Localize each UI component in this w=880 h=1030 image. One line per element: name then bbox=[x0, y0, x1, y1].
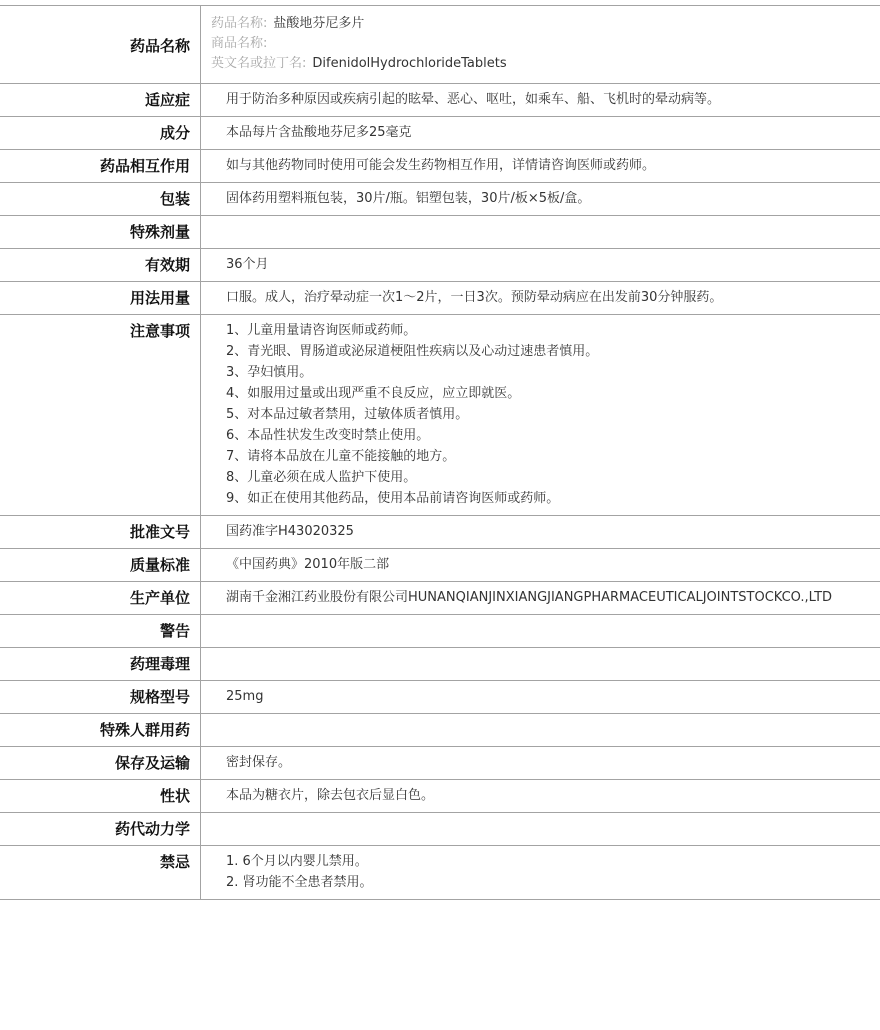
row-label: 适应症 bbox=[0, 84, 201, 117]
row-warning bbox=[0, 615, 880, 648]
list-item: 9、如正在使用其他药品，使用本品前请咨询医师或药师。 bbox=[226, 491, 560, 506]
generic-name-line bbox=[211, 14, 880, 34]
trade-name-key: 商品名称: bbox=[211, 36, 268, 51]
row-appearance bbox=[0, 780, 880, 813]
row-label: 用法用量 bbox=[0, 282, 201, 315]
list-item: 3、孕妇慎用。 bbox=[226, 365, 313, 380]
list-item: 7、请将本品放在儿童不能接触的地方。 bbox=[226, 449, 456, 464]
row-label: 警告 bbox=[0, 615, 201, 648]
row-approval bbox=[0, 516, 880, 549]
row-validity bbox=[0, 249, 880, 282]
generic-name-value: 盐酸地芬尼多片 bbox=[273, 16, 365, 31]
row-toxicology bbox=[0, 648, 880, 681]
row-standard bbox=[0, 549, 880, 582]
row-value bbox=[201, 813, 880, 846]
row-value: 《中国药典》2010年版二部 bbox=[201, 549, 880, 582]
row-label: 批准文号 bbox=[0, 516, 201, 549]
row-pharmacokinetics bbox=[0, 813, 880, 846]
row-label: 禁忌 bbox=[0, 846, 201, 900]
row-label: 特殊剂量 bbox=[0, 216, 201, 249]
row-storage bbox=[0, 747, 880, 780]
english-name-value: DifenidolHydrochlorideTablets bbox=[312, 56, 507, 71]
list-item: 4、如服用过量或出现严重不良反应，应立即就医。 bbox=[226, 386, 521, 401]
row-value: 本品为糖衣片，除去包衣后显白色。 bbox=[201, 780, 880, 813]
row-special-groups bbox=[0, 714, 880, 747]
row-label: 特殊人群用药 bbox=[0, 714, 201, 747]
row-special-dose bbox=[0, 216, 880, 249]
contraindications-list bbox=[201, 846, 880, 900]
row-label: 药理毒理 bbox=[0, 648, 201, 681]
row-label: 保存及运输 bbox=[0, 747, 201, 780]
drug-spec-table bbox=[0, 5, 880, 900]
row-label: 注意事项 bbox=[0, 315, 201, 516]
row-value: 国药准字H43020325 bbox=[201, 516, 880, 549]
row-manufacturer bbox=[0, 582, 880, 615]
list-item: 8、儿童必须在成人监护下使用。 bbox=[226, 470, 417, 485]
generic-name-key: 药品名称: bbox=[211, 16, 268, 31]
row-value: 25mg bbox=[201, 681, 880, 714]
row-value: 密封保存。 bbox=[201, 747, 880, 780]
english-name-key: 英文名或拉丁名: bbox=[211, 56, 307, 71]
row-value bbox=[201, 648, 880, 681]
list-item: 1. 6个月以内婴儿禁用。 bbox=[226, 854, 368, 869]
row-value: 36个月 bbox=[201, 249, 880, 282]
precautions-list bbox=[201, 315, 880, 516]
row-label: 药代动力学 bbox=[0, 813, 201, 846]
row-label: 质量标准 bbox=[0, 549, 201, 582]
row-label: 性状 bbox=[0, 780, 201, 813]
row-label: 有效期 bbox=[0, 249, 201, 282]
row-value bbox=[201, 216, 880, 249]
row-indication bbox=[0, 84, 880, 117]
row-label: 规格型号 bbox=[0, 681, 201, 714]
english-name-line bbox=[211, 54, 880, 74]
row-value: 本品每片含盐酸地芬尼多25毫克 bbox=[201, 117, 880, 150]
row-spec bbox=[0, 681, 880, 714]
row-value bbox=[201, 714, 880, 747]
row-value bbox=[201, 615, 880, 648]
row-value: 口服。成人，治疗晕动症一次1～2片，一日3次。预防晕动病应在出发前30分钟服药。 bbox=[201, 282, 880, 315]
row-value: 如与其他药物同时使用可能会发生药物相互作用，详情请咨询医师或药师。 bbox=[201, 150, 880, 183]
row-package bbox=[0, 183, 880, 216]
row-usage bbox=[0, 282, 880, 315]
trade-name-line bbox=[211, 34, 880, 54]
drug-name-block bbox=[201, 6, 880, 84]
list-item: 2. 肾功能不全患者禁用。 bbox=[226, 875, 373, 890]
row-contraindications bbox=[0, 846, 880, 900]
row-drug-name bbox=[0, 6, 880, 84]
row-value: 用于防治多种原因或疾病引起的眩晕、恶心、呕吐，如乘车、船、飞机时的晕动病等。 bbox=[201, 84, 880, 117]
row-label: 成分 bbox=[0, 117, 201, 150]
row-interaction bbox=[0, 150, 880, 183]
row-label: 药品相互作用 bbox=[0, 150, 201, 183]
list-item: 1、儿童用量请咨询医师或药师。 bbox=[226, 323, 417, 338]
row-label: 生产单位 bbox=[0, 582, 201, 615]
list-item: 2、青光眼、胃肠道或泌尿道梗阻性疾病以及心动过速患者慎用。 bbox=[226, 344, 599, 359]
row-precautions bbox=[0, 315, 880, 516]
list-item: 6、本品性状发生改变时禁止使用。 bbox=[226, 428, 430, 443]
row-value: 湖南千金湘江药业股份有限公司HUNANQIANJINXIANGJIANGPHARMACEUTICALJOINTSTOCKCO.,LTD bbox=[201, 582, 880, 615]
list-item: 5、对本品过敏者禁用，过敏体质者慎用。 bbox=[226, 407, 469, 422]
row-ingredients bbox=[0, 117, 880, 150]
row-value: 固体药用塑料瓶包装，30片/瓶。铝塑包装，30片/板×5板/盒。 bbox=[201, 183, 880, 216]
row-label: 药品名称 bbox=[0, 6, 201, 84]
row-label: 包装 bbox=[0, 183, 201, 216]
